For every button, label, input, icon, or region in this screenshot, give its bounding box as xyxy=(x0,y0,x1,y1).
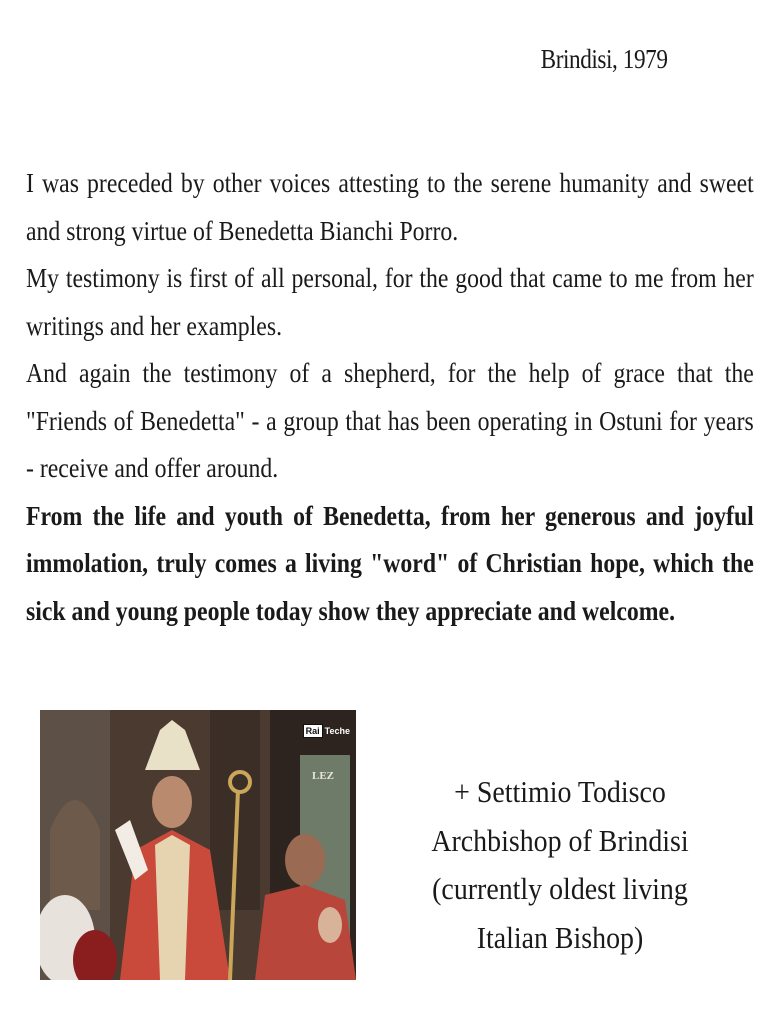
teche-logo-text: Teche xyxy=(324,726,350,736)
paragraph-4-bold xyxy=(26,493,754,636)
paragraph-3-text: And again the testimony of a shepherd, for the help of grace that the "Friends of Benedetta" - a group that has been operating in Ostuni for years - receive and offer around. xyxy=(26,358,754,483)
attendant-face xyxy=(285,834,325,886)
signature-note-line2: Italian Bishop) xyxy=(476,919,644,955)
attendant-hand xyxy=(318,907,342,943)
testimony-text xyxy=(26,160,754,635)
paragraph-4-text: From the life and youth of Benedetta, from her generous and joyful immolation, truly comes a living "word" of Christian hope, which the sick and young people today show they appreciate and welcome. xyxy=(26,500,754,626)
paragraph-2 xyxy=(26,255,754,350)
signature-name: + Settimio Todisco xyxy=(454,774,666,809)
archbishop-photo xyxy=(40,710,356,980)
paragraph-3 xyxy=(26,350,754,493)
paragraph-1-text: I was preceded by other voices attesting to the serene humanity and sweet and strong virtue of Benedetta Bianchi Porro. xyxy=(26,168,754,246)
rai-teche-logo xyxy=(303,724,350,738)
signature-title: Archbishop of Brindisi xyxy=(431,822,689,858)
book-label: LEZ xyxy=(312,770,335,782)
dateline: Brindisi, 1979 xyxy=(541,44,668,74)
photo-illustration xyxy=(40,710,356,980)
paragraph-2-text: My testimony is first of all personal, for the good that came to me from her writings and her examples. xyxy=(26,263,754,341)
paragraph-1 xyxy=(26,160,754,255)
signature-note-line1: (currently oldest living xyxy=(432,871,688,906)
bishop-face xyxy=(152,776,192,828)
rai-logo-text: Rai xyxy=(303,724,323,738)
arch-left xyxy=(50,800,100,910)
pallium xyxy=(155,835,190,980)
signature-block xyxy=(390,768,730,962)
